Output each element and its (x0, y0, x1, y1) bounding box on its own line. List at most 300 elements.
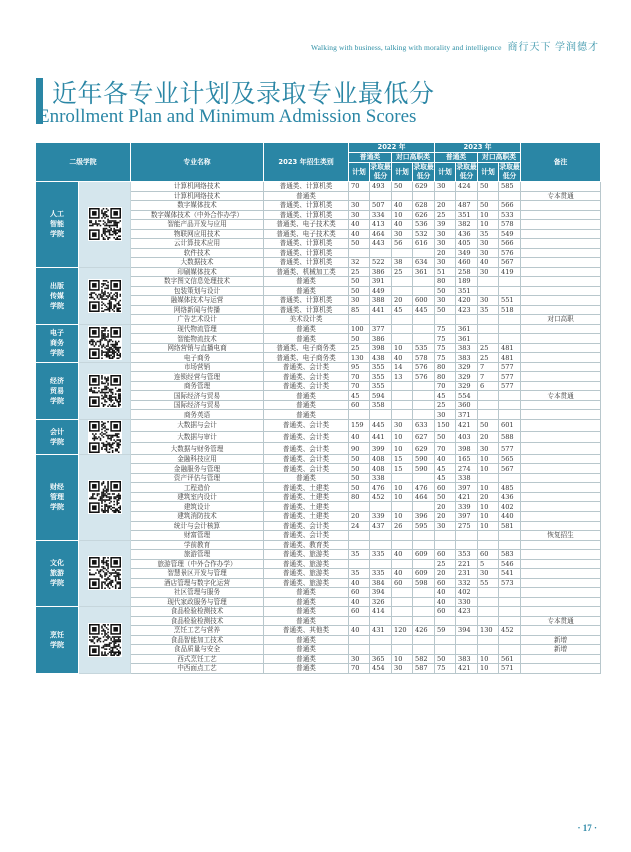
score-2022-vocational: 396 (413, 511, 435, 521)
remark (521, 239, 601, 249)
score-2022-general: 507 (370, 201, 392, 211)
plan-2023-vocational: 25 (478, 353, 499, 363)
score-2023-vocational: 585 (499, 182, 521, 192)
score-2022-general: 452 (370, 492, 392, 502)
score-2022-general: 464 (370, 229, 392, 239)
category: 普通类、会计类 (264, 521, 349, 531)
category: 普通类 (264, 654, 349, 664)
score-2022-general: 339 (370, 511, 392, 521)
major-name: 大数据技术 (131, 258, 264, 268)
score-2022-general: 388 (370, 296, 392, 306)
plan-2023-general: 60 (435, 483, 456, 493)
plan-2022-general: 40 (349, 229, 370, 239)
qr-code-icon (88, 326, 122, 360)
plan-2023-general: 25 (435, 210, 456, 220)
score-2023-vocational: 541 (499, 569, 521, 579)
header-min-score: 录取最低分 (370, 163, 391, 180)
score-2023-general: 383 (456, 353, 478, 363)
score-2023-vocational (499, 540, 521, 550)
score-2022-general: 394 (370, 588, 392, 598)
major-name: 云计算技术应用 (131, 239, 264, 249)
score-2023-general: 275 (456, 521, 478, 531)
plan-2022-general: 80 (349, 492, 370, 502)
score-2023-vocational (499, 286, 521, 296)
score-2022-general: 445 (370, 419, 392, 431)
score-2023-general: 231 (456, 569, 478, 579)
plan-2022-vocational (392, 191, 413, 201)
plan-2022-general: 90 (349, 443, 370, 455)
plan-2022-vocational: 38 (392, 258, 413, 268)
score-2023-general: 361 (456, 334, 478, 344)
score-2022-general (370, 531, 392, 541)
plan-2022-general (349, 248, 370, 258)
score-2023-vocational: 577 (499, 372, 521, 382)
plan-2023-general: 50 (435, 654, 456, 664)
score-2023-vocational (499, 597, 521, 607)
score-2022-vocational (413, 315, 435, 325)
remark (521, 521, 601, 531)
plan-2023-vocational: 60 (478, 550, 499, 560)
category: 普通类 (264, 597, 349, 607)
remark (521, 473, 601, 483)
score-2022-general: 326 (370, 597, 392, 607)
category: 普通类、计算机类 (264, 182, 349, 192)
plan-2022-vocational (392, 616, 413, 626)
plan-2022-vocational (392, 400, 413, 410)
plan-2023-vocational (478, 540, 499, 550)
major-name: 市场营销 (131, 362, 264, 372)
plan-2023-general: 39 (435, 220, 456, 230)
score-2022-vocational (413, 635, 435, 645)
college-name-cell (36, 419, 79, 454)
score-2022-general: 355 (370, 372, 392, 382)
header-min-score: 录取最低分 (456, 163, 477, 180)
plan-2023-vocational: 5 (478, 559, 499, 569)
plan-2022-general (349, 635, 370, 645)
qr-code-cell (79, 324, 131, 362)
plan-2023-vocational: 30 (478, 248, 499, 258)
category: 普通类 (264, 635, 349, 645)
score-2022-vocational: 536 (413, 220, 435, 230)
score-2022-general: 386 (370, 267, 392, 277)
score-2023-general: 397 (456, 511, 478, 521)
header-min-score: 录取最低分 (499, 163, 520, 180)
header-plan: 计划 (478, 163, 499, 182)
score-2022-general: 408 (370, 454, 392, 464)
category: 普通类、电子商务类 (264, 343, 349, 353)
plan-2022-general: 45 (349, 391, 370, 401)
plan-2022-vocational: 10 (392, 492, 413, 502)
remark (521, 410, 601, 420)
category: 普通类 (264, 277, 349, 287)
header-vocational-2022: 对口高职类 (392, 153, 435, 163)
plan-2022-vocational: 56 (392, 239, 413, 249)
plan-2023-general: 75 (435, 324, 456, 334)
qr-code-cell (79, 419, 131, 454)
score-2022-vocational: 361 (413, 267, 435, 277)
score-2022-vocational (413, 381, 435, 391)
remark: 新增 (521, 645, 601, 655)
remark (521, 372, 601, 382)
score-2023-vocational: 566 (499, 201, 521, 211)
score-2022-vocational (413, 334, 435, 344)
category: 普通类 (264, 664, 349, 674)
plan-2023-vocational: 30 (478, 239, 499, 249)
qr-code-cell (79, 362, 131, 419)
score-2023-general (456, 635, 478, 645)
remark (521, 492, 601, 502)
major-name: 数字图文信息处理技术 (131, 277, 264, 287)
plan-2022-general (349, 559, 370, 569)
header-plan: 计划 (349, 163, 370, 182)
plan-2022-general (349, 645, 370, 655)
major-name: 智能物流技术 (131, 334, 264, 344)
plan-2023-vocational: 20 (478, 431, 499, 443)
major-name: 社区管理与服务 (131, 588, 264, 598)
category: 普通类 (264, 191, 349, 201)
qr-code-cell (79, 267, 131, 324)
table-row (36, 267, 601, 277)
plan-2022-vocational (392, 334, 413, 344)
remark (521, 483, 601, 493)
college-name: 烹饪 学院 (50, 630, 64, 649)
header-general-2022: 普通类 (349, 153, 392, 163)
table-row (36, 607, 601, 617)
plan-2022-general: 40 (349, 431, 370, 443)
plan-2023-general: 25 (435, 400, 456, 410)
plan-2022-general (349, 315, 370, 325)
plan-2023-vocational: 10 (478, 454, 499, 464)
major-name: 大数据与审计 (131, 431, 264, 443)
score-2023-general: 383 (456, 654, 478, 664)
remark (521, 607, 601, 617)
score-2022-general: 476 (370, 483, 392, 493)
score-2022-vocational (413, 277, 435, 287)
plan-2022-general (349, 410, 370, 420)
score-2023-general: 165 (456, 454, 478, 464)
plan-2023-general (435, 635, 456, 645)
score-2023-general: 403 (456, 431, 478, 443)
plan-2023-general: 45 (435, 464, 456, 474)
score-2022-general (370, 502, 392, 512)
plan-2022-general: 60 (349, 607, 370, 617)
category: 普通类 (264, 324, 349, 334)
score-2022-vocational: 609 (413, 550, 435, 560)
qr-code-icon (88, 556, 122, 590)
plan-2023-vocational (478, 607, 499, 617)
score-2022-general (370, 559, 392, 569)
major-name: 财富管理 (131, 531, 264, 541)
score-2023-general: 383 (456, 343, 478, 353)
score-2023-general: 329 (456, 362, 478, 372)
category: 普通类、旅游类 (264, 578, 349, 588)
score-2023-general (456, 540, 478, 550)
remark (521, 569, 601, 579)
score-2023-general: 394 (456, 626, 478, 636)
score-2023-general: 221 (456, 559, 478, 569)
plan-2023-vocational: 6 (478, 381, 499, 391)
score-2022-general: 399 (370, 443, 392, 455)
plan-2023-vocational (478, 315, 499, 325)
plan-2023-general (435, 531, 456, 541)
remark (521, 201, 601, 211)
table-row (36, 182, 601, 192)
plan-2023-vocational (478, 286, 499, 296)
plan-2023-general: 59 (435, 626, 456, 636)
score-2023-vocational (499, 588, 521, 598)
remark (521, 502, 601, 512)
major-name: 计算机网络技术 (131, 191, 264, 201)
major-name: 电子商务 (131, 353, 264, 363)
plan-2023-general (435, 191, 456, 201)
score-2023-vocational: 546 (499, 559, 521, 569)
plan-2023-vocational: 30 (478, 569, 499, 579)
score-2022-general: 443 (370, 239, 392, 249)
category: 普通类 (264, 588, 349, 598)
score-2023-general: 351 (456, 210, 478, 220)
plan-2022-general: 40 (349, 626, 370, 636)
header-remark: 备注 (521, 143, 601, 182)
plan-2023-vocational (478, 410, 499, 420)
remark (521, 540, 601, 550)
plan-2022-general (349, 502, 370, 512)
remark (521, 588, 601, 598)
plan-2022-vocational: 10 (392, 431, 413, 443)
score-2023-vocational (499, 277, 521, 287)
plan-2022-vocational: 10 (392, 511, 413, 521)
qr-code-icon (88, 623, 122, 657)
major-name: 数字媒体技术（中外合作办学） (131, 210, 264, 220)
plan-2022-general: 40 (349, 597, 370, 607)
plan-2022-general: 40 (349, 578, 370, 588)
plan-2023-general: 40 (435, 597, 456, 607)
college-name: 出版 传媒 学院 (50, 281, 64, 310)
score-2023-vocational (499, 531, 521, 541)
plan-2023-vocational (478, 588, 499, 598)
plan-2023-vocational (478, 597, 499, 607)
score-2023-vocational (499, 607, 521, 617)
plan-2023-vocational (478, 391, 499, 401)
major-name: 学前教育 (131, 540, 264, 550)
table-row (36, 362, 601, 372)
major-name: 食品质量与安全 (131, 645, 264, 655)
plan-2023-general: 30 (435, 410, 456, 420)
score-2023-vocational: 565 (499, 454, 521, 464)
college-name: 经济 贸易 学院 (50, 376, 64, 405)
remark (521, 511, 601, 521)
category: 普通类、其他类 (264, 626, 349, 636)
remark (521, 400, 601, 410)
major-name: 建筑室内设计 (131, 492, 264, 502)
plan-2023-general: 20 (435, 248, 456, 258)
plan-2023-general (435, 645, 456, 655)
major-name: 中西面点工艺 (131, 664, 264, 674)
slogan-chinese: 商行天下 学润德才 (507, 42, 599, 53)
plan-2022-vocational: 60 (392, 578, 413, 588)
plan-2022-general: 50 (349, 483, 370, 493)
score-2023-general: 274 (456, 464, 478, 474)
plan-2023-vocational (478, 400, 499, 410)
plan-2023-general: 70 (435, 443, 456, 455)
plan-2023-vocational: 10 (478, 654, 499, 664)
header-plan: 计划 (392, 163, 413, 182)
header-year-2022: 2022 年 (349, 143, 435, 153)
plan-2022-vocational (392, 635, 413, 645)
category: 美术设计类 (264, 315, 349, 325)
plan-2023-general: 75 (435, 353, 456, 363)
plan-2022-general: 100 (349, 324, 370, 334)
major-name: 食品智能加工技术 (131, 635, 264, 645)
score-2022-vocational (413, 400, 435, 410)
score-2023-general: 421 (456, 664, 478, 674)
major-name: 网络新闻与传播 (131, 305, 264, 315)
category: 普通类、土建类 (264, 483, 349, 493)
score-2022-general: 355 (370, 362, 392, 372)
score-2023-vocational: 576 (499, 248, 521, 258)
score-2022-vocational (413, 540, 435, 550)
score-2022-general: 335 (370, 550, 392, 560)
major-name: 大数据与财务管理 (131, 443, 264, 455)
plan-2023-vocational: 130 (478, 626, 499, 636)
score-2022-general: 358 (370, 400, 392, 410)
score-2022-general (370, 410, 392, 420)
plan-2023-vocational (478, 324, 499, 334)
score-2022-general: 441 (370, 305, 392, 315)
remark (521, 559, 601, 569)
major-name: 数字媒体技术 (131, 201, 264, 211)
plan-2022-general: 35 (349, 569, 370, 579)
remark: 恢复招生 (521, 531, 601, 541)
plan-2022-vocational: 40 (392, 550, 413, 560)
score-2022-vocational: 535 (413, 343, 435, 353)
plan-2023-general: 60 (435, 578, 456, 588)
header-plan: 计划 (435, 163, 456, 182)
score-2023-general: 371 (456, 410, 478, 420)
remark (521, 664, 601, 674)
score-2022-vocational: 600 (413, 296, 435, 306)
score-2023-general: 405 (456, 239, 478, 249)
header-min-score: 录取最低分 (413, 163, 434, 180)
score-2022-vocational (413, 191, 435, 201)
score-2023-vocational (499, 473, 521, 483)
plan-2023-general: 30 (435, 521, 456, 531)
score-2022-general (370, 540, 392, 550)
score-2022-vocational: 627 (413, 431, 435, 443)
score-2023-vocational: 577 (499, 362, 521, 372)
category: 普通类 (264, 286, 349, 296)
score-2022-vocational (413, 248, 435, 258)
score-2022-vocational: 628 (413, 201, 435, 211)
category: 普通类、土建类 (264, 492, 349, 502)
major-name: 网络营销与直播电商 (131, 343, 264, 353)
score-2022-general: 384 (370, 578, 392, 588)
plan-2022-vocational (392, 391, 413, 401)
plan-2022-vocational: 13 (392, 372, 413, 382)
plan-2023-general (435, 540, 456, 550)
plan-2022-vocational: 25 (392, 267, 413, 277)
plan-2022-general: 60 (349, 588, 370, 598)
major-name: 智能产品开发与应用 (131, 220, 264, 230)
remark (521, 578, 601, 588)
score-2023-vocational: 577 (499, 381, 521, 391)
category: 普通类、旅游类 (264, 550, 349, 560)
major-name: 现代物流管理 (131, 324, 264, 334)
plan-2022-vocational (392, 286, 413, 296)
score-2023-general (456, 616, 478, 626)
category: 普通类、会计类 (264, 464, 349, 474)
plan-2022-vocational: 30 (392, 664, 413, 674)
category: 普通类 (264, 616, 349, 626)
plan-2022-vocational: 10 (392, 654, 413, 664)
major-name: 包装策划与设计 (131, 286, 264, 296)
plan-2023-vocational (478, 277, 499, 287)
category: 普通类、计算机类 (264, 201, 349, 211)
qr-code-cell (79, 182, 131, 268)
score-2022-general: 441 (370, 431, 392, 443)
plan-2023-general: 70 (435, 381, 456, 391)
plan-2023-vocational: 30 (478, 443, 499, 455)
score-2023-vocational: 485 (499, 483, 521, 493)
plan-2022-vocational (392, 410, 413, 420)
plan-2023-vocational: 50 (478, 419, 499, 431)
plan-2023-general: 25 (435, 559, 456, 569)
qr-code-cell (79, 607, 131, 674)
remark (521, 381, 601, 391)
plan-2023-vocational: 10 (478, 483, 499, 493)
header-general-2023: 普通类 (435, 153, 478, 163)
remark (521, 443, 601, 455)
score-2022-vocational (413, 473, 435, 483)
score-2023-vocational (499, 410, 521, 420)
score-2023-vocational: 601 (499, 419, 521, 431)
plan-2022-vocational (392, 597, 413, 607)
score-2022-general (370, 645, 392, 655)
score-2022-general: 493 (370, 182, 392, 192)
remark (521, 353, 601, 363)
plan-2023-general: 50 (435, 431, 456, 443)
plan-2023-vocational (478, 635, 499, 645)
major-name: 智慧景区开发与管理 (131, 569, 264, 579)
score-2023-general: 423 (456, 607, 478, 617)
header-vocational-2023: 对口高职类 (478, 153, 521, 163)
plan-2023-vocational: 20 (478, 492, 499, 502)
header-category: 2023 年招生类别 (264, 143, 349, 182)
score-2022-general: 413 (370, 220, 392, 230)
college-name-cell (36, 267, 79, 324)
major-name: 国际经济与贸易 (131, 391, 264, 401)
category: 普通类、土建类 (264, 502, 349, 512)
score-2022-vocational: 629 (413, 182, 435, 192)
score-2023-vocational: 419 (499, 267, 521, 277)
score-2022-vocational (413, 559, 435, 569)
college-name-cell (36, 540, 79, 607)
plan-2023-general: 150 (435, 419, 456, 431)
plan-2023-vocational: 10 (478, 521, 499, 531)
remark: 新增 (521, 635, 601, 645)
category: 普通类、电子技术类 (264, 229, 349, 239)
score-2022-vocational: 532 (413, 229, 435, 239)
major-name: 旅游管理 (131, 550, 264, 560)
major-name: 软件技术 (131, 248, 264, 258)
major-name: 现代家政服务与管理 (131, 597, 264, 607)
plan-2022-general: 70 (349, 381, 370, 391)
score-2023-general: 361 (456, 324, 478, 334)
category: 普通类、会计类 (264, 372, 349, 382)
plan-2022-general: 24 (349, 521, 370, 531)
score-2022-vocational: 609 (413, 569, 435, 579)
plan-2023-vocational: 10 (478, 464, 499, 474)
score-2022-vocational: 598 (413, 578, 435, 588)
